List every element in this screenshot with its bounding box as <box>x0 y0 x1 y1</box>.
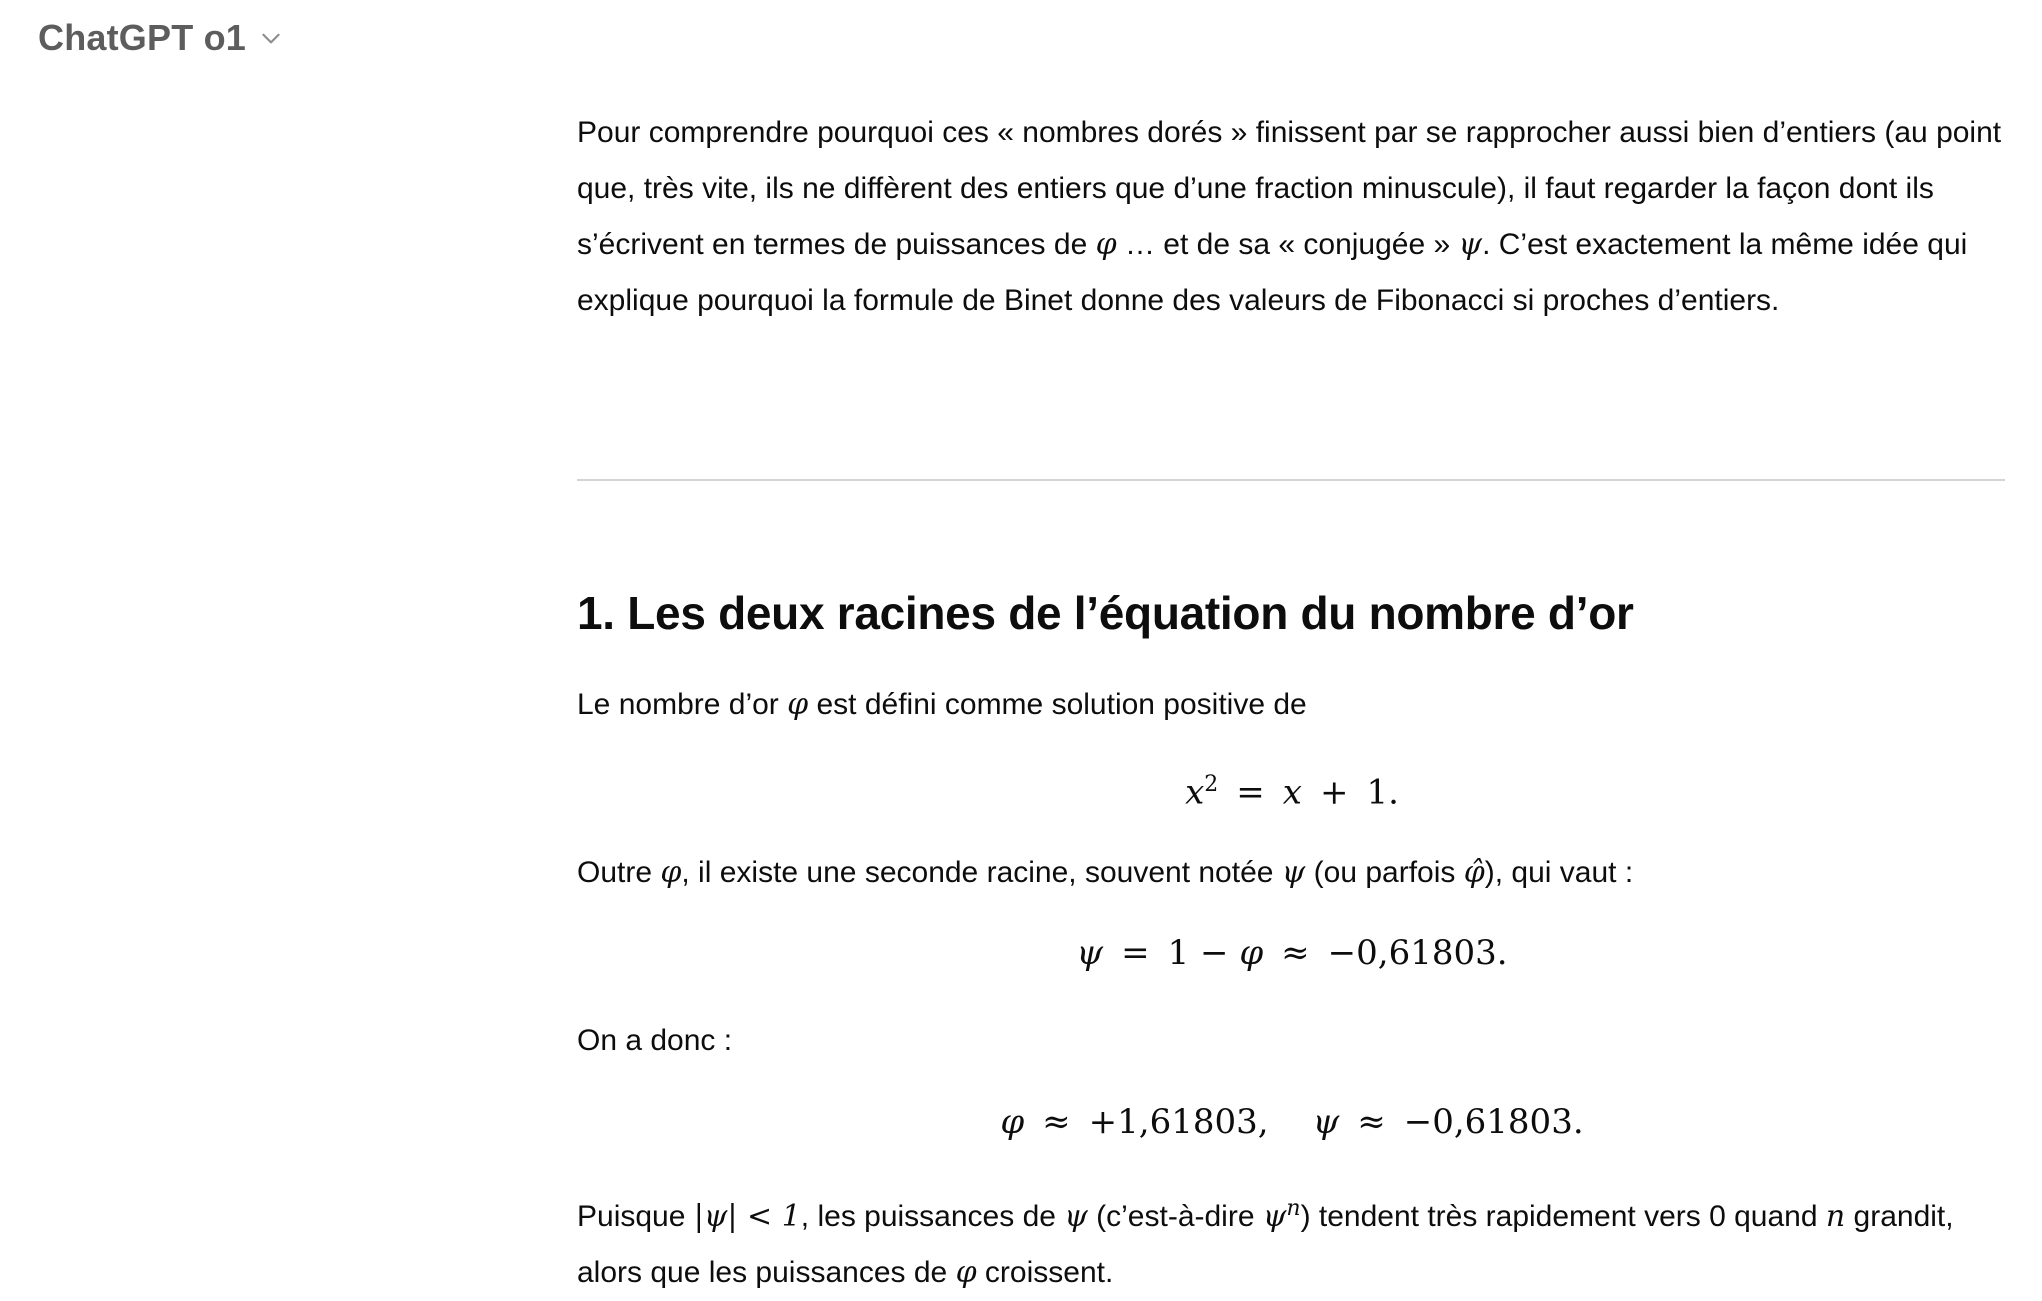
phi-symbol: φ <box>1095 227 1117 262</box>
powers-paragraph: Puisque |ψ| < 1, les puissances de ψ (c’est-à-dire $\psi^n$) tendent très rapidement vers 0 quand n grandit, alors que les puissances de φ croissent. <box>577 1196 1954 1290</box>
definition-paragraph: Le nombre d’or φ est défini comme solution positive de <box>577 687 1307 722</box>
therefore-paragraph: On a donc : <box>577 1024 733 1057</box>
section-divider <box>577 479 2005 481</box>
intro-paragraph: Pour comprendre pourquoi ces « nombres dorés » finissent par se rapprocher aussi bien d’entiers (au point que, très vite, ils ne diffèrent des entiers que d’une fraction minuscule), il faut regarder la façon dont ils s’écrivent en termes de puissances de φ … et de sa « conjugée » ψ. C’est exactement la même idée qui explique pourquoi la formule de Binet donne des valeurs de Fibonacci si proches d’entiers. <box>577 116 2002 317</box>
second-root-paragraph: Outre φ, il existe une seconde racine, souvent notée ψ (ou parfois φ̂), qui vaut : <box>577 855 1634 890</box>
equation-psi: ψ = 1 − φ ≈ −0,61803. <box>1076 933 1508 973</box>
psi-symbol: ψ <box>1458 227 1483 262</box>
model-name: ChatGPT o1 <box>38 17 247 58</box>
model-selector[interactable] <box>38 14 284 62</box>
section-heading: 1. Les deux racines de l’équation du nombre d’or <box>577 587 1634 639</box>
chevron-down-icon <box>258 25 284 51</box>
equation-values: φ ≈ +1,61803, ψ ≈ −0,61803. <box>1000 1102 1584 1142</box>
equation-golden: $x^2 = x + 1$. <box>1185 772 1399 813</box>
